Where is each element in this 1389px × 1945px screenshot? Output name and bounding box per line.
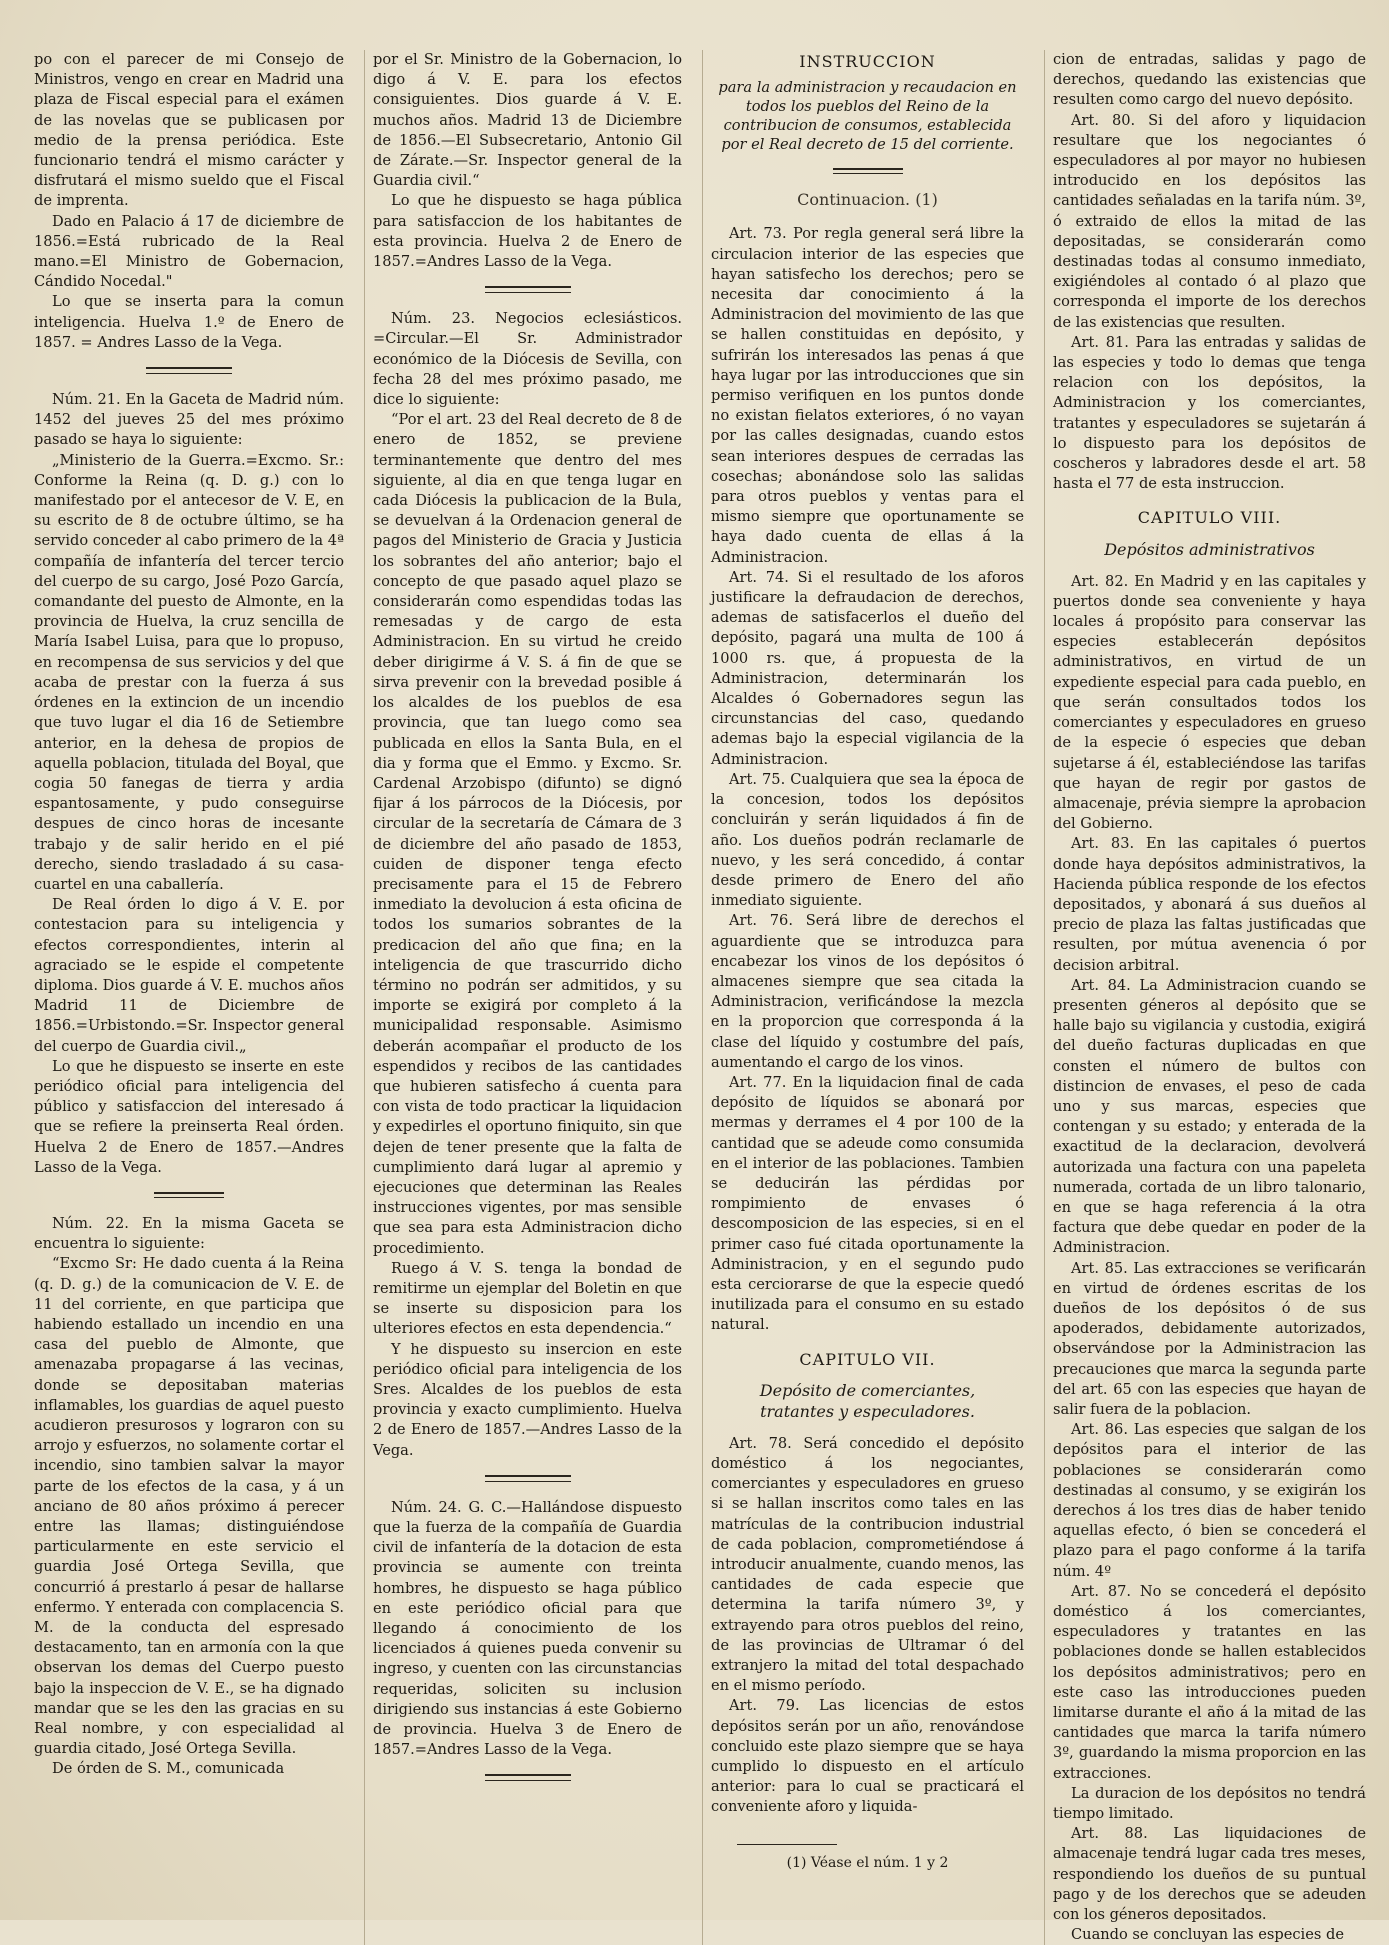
article-88: Art. 88. Las liquidaciones de almacenaje tendrá lugar cada tres meses, respondiendo los dueños de su puntual pago y de los derechos que se adeuden con los géneros depositados. <box>1053 1825 1366 1924</box>
instruction-title: INSTRUCCION <box>799 52 936 71</box>
article-73: Art. 73. Por regla general será libre la circulacion interior de las especies que hayan satisfecho los derechos; pero se necesita dar conocimiento á la Administracion del movimiento de las que se hallen constituidas en depósito, y sufrirán los interesados las penas á que haya lugar por las introducciones que sin permiso verifiquen en los puntos donde no existan fielatos exteriores, ó no vayan por las calles designadas, cuando estos sean interiores despues de cerradas las cosechas; abonándose solo las salidas para otros pueblos y ventas para el mismo siempre que oportunamente se haya dado cuenta de ellas á la Administracion. <box>711 225 1024 566</box>
paragraph: por el Sr. Ministro de la Gobernacion, lo digo á V. E. para los efectos consiguientes. Dios guarde á V. E. muchos años. Madrid 13 de Diciembre de 1856.—El Subsecretario, Antonio Gil de Zárate.—Sr. Inspector general de la Guardia civil.“ <box>373 51 682 190</box>
column-1 <box>26 50 352 1945</box>
article-84: Art. 84. La Administracion cuando se presenten géneros al depósito que se halle bajo su vigilancia y custodia, exigirá del dueño facturas duplicadas en que consten el número de bultos con distincion de envases, el peso de cada uno y sus marcas, especies que contengan y su estado; y enterada de la exactitud de la declaracion, devolverá autorizada una factura con una papeleta numerada, cortada de un libro talonario, en que se haga referencia á la otra factura que debe quedar en poder de la Administracion. <box>1053 976 1366 1257</box>
article-86: Art. 86. Las especies que salgan de los depósitos para el interior de las poblaciones se considerarán como destinadas al consumo, y se exigirán los derechos á los tres dias de haber tenido aquellas efecto, ó bien se concederá el plazo para el pago conforme á la tarifa núm. 4º <box>1053 1421 1366 1580</box>
chapter-8-title: CAPITULO VIII. <box>1137 508 1282 528</box>
columns <box>26 50 1366 1944</box>
section-divider <box>833 168 903 174</box>
notice-22-heading: Núm. 22. En la misma Gaceta se encuentra lo siguiente: <box>34 1214 344 1253</box>
column-4 <box>1044 50 1374 1945</box>
notice-24-heading: Núm. 24. G. C.—Hallándose dispuesto que la fuerza de la compañía de Guardia civil de infantería de la dotacion de esta provincia se aumente con treinta hombres, he dispuesto se haga público en este periódico oficial para que llegando á conocimiento de los licenciados á quienes pueda convenir su ingreso, y cuenten con las circunstancias requeridas, soliciten su inclusion dirigiendo sus instancias á este Gobierno de provincia. Huelva 3 de Enero de 1857.=Andres Lasso de la Vega. <box>373 1498 682 1759</box>
section-divider <box>485 286 571 293</box>
paragraph: Cuando se concluyan las especies de <box>1071 1926 1344 1944</box>
paragraph: Lo que se inserta para la comun inteligencia. Huelva 1.º de Enero de 1857. = Andres Lasso de la Vega. <box>34 293 344 351</box>
paragraph: La duracion de los depósitos no tendrá tiempo limitado. <box>1053 1784 1366 1823</box>
article-82: Art. 82. En Madrid y en las capitales y puertos donde sea conveniente y haya locales á propósito para conservar las especies establecerán depósitos administrativos, en virtud de un expediente especial para cada pueblo, en que serán consultados todos los comerciantes y especuladores en grueso de la especie ó especies que deban sujetarse á él, estableciéndose las tarifas que hayan de regir por gastos de almacenaje, prévia siempre la aprobacion del Gobierno. <box>1053 572 1366 833</box>
footnote-rule <box>737 1844 837 1845</box>
chapter-7-title: CAPITULO VII. <box>799 1349 936 1369</box>
notice-21-heading: Núm. 21. En la Gaceta de Madrid núm. 1452 del jueves 25 del mes próximo pasado se haya lo siguiente: <box>34 391 344 449</box>
article-83: Art. 83. En las capitales ó puertos donde haya depósitos administrativos, la Hacienda pública responde de los efectos depositados, y abonará á sus dueños al precio de plaza las faltas justificadas que resulten, por mútua avenencia ó por decision arbitral. <box>1053 835 1366 974</box>
paragraph: De órden de S. M., comunicada <box>52 1760 285 1778</box>
article-77: Art. 77. En la liquidacion final de cada depósito de líquidos se abonará por mermas y derrames el 4 por 100 de la cantidad que se adeude como consumida en el interior de las poblaciones. Tambien se deducirán las pérdidas por rompimiento de envases ó descomposicion de las especies, si en el primer caso fué citada oportunamente la Administracion, y en el segundo pudo esta cerciorarse de que la especie quedó inutilizada para el consumo en su estado natural. <box>711 1073 1024 1334</box>
paragraph: „Ministerio de la Guerra.=Excmo. Sr.: Conforme la Reina (q. D. g.) con lo manifestado por el antecesor de V. E, en su escrito de 8 de octubre último, se ha servido conceder al cabo primero de la 4ª compañía de infantería del tercer tercio del cuerpo de su cargo, José Pozo García, comandante del puesto de Almonte, en la provincia de Huelva, la cruz sencilla de María Isabel Luisa, para que lo propuso, en recompensa de sus servicios y del que acaba de prestar con la fuerza á sus órdenes en la extincion de un incendio que tuvo lugar el dia 16 de Setiembre anterior, en la dehesa de propios de aquella poblacion, titulada del Boyal, que cogia 50 fanegas de tierra y ardia espantosamente, y pudo conseguirse despues de cinco horas de incesante trabajo y de salir herido en el pié derecho, siendo trasladado á su casa-cuartel en una caballería. <box>34 451 344 893</box>
article-78: Art. 78. Será concedido el depósito doméstico á los negociantes, comerciantes y especuladores en grueso si se hallan inscritos como tales en las matrículas de la contribucion industrial de cada poblacion, comprometiéndose á introducir anualmente, cuando menos, las cantidades de cada especie que determina la tarifa número 3º, y extrayendo para otros pueblos del reino, de las provincias de Ultramar ó del extranjero la mitad del total despachado en el mismo período. <box>711 1434 1024 1695</box>
paragraph: po con el parecer de mi Consejo de Ministros, vengo en crear en Madrid una plaza de Fiscal especial para el exámen de las novelas que se publicasen por medio de la prensa periódica. Este funcionario tendrá el mismo carácter y disfrutará el mismo sueldo que el Fiscal de imprenta. <box>34 51 344 210</box>
column-3 <box>702 50 1032 1945</box>
article-80: Art. 80. Si del aforo y liquidacion resultare que los negociantes ó especuladores al por mayor no hubiesen introducido en los depósitos las cantidades señaladas en la tarifa núm. 3º, ó extraido de ellos la mitad de las depositadas, se considerarán como destinadas todas al consumo inmediato, exigiéndoles al contado ó al plazo que corresponda el importe de los derechos de las existencias que resulten. <box>1053 111 1366 331</box>
paragraph: “Excmo Sr: He dado cuenta á la Reina (q. D. g.) de la comunicacion de V. E. de 11 del corriente, en que participa que habiendo estallado un incendio en una casa del pueblo de Almonte, que amenazaba propagarse á las vecinas, donde se depositaban materias inflamables, los guardias de aquel puesto acudieron presurosos y lograron con su arrojo y esfuerzos, no solamente cortar el incendio, sino tambien salvar la mayor parte de los efectos de la casa, y á un anciano de 80 años próximo á perecer entre las llamas; distinguiéndose particularmente en este servicio el guardia José Ortega Sevilla, que concurrió á prestarlo á pesar de hallarse enfermo. Y enterada con complacencia S. M. de la conducta del espresado destacamento, tan en armonía con la que observan los demas del Cuerpo puesto bajo la inspeccion de V. E., se ha dignado mandar que se les den las gracias en su Real nombre, y con especialidad al guardia citado, José Ortega Sevilla. <box>34 1255 344 1758</box>
paragraph: De Real órden lo digo á V. E. por contestacion para su inteligencia y efectos correspondientes, interin al agraciado se le espide el competente diploma. Dios guarde á V. E. muchos años Madrid 11 de Diciembre de 1856.=Urbistondo.=Sr. Inspector general del cuerpo de Guardia civil.„ <box>34 896 344 1055</box>
article-76: Art. 76. Será libre de derechos el aguardiente que se introduzca para encabezar los vinos de los depósitos ó almacenes siempre que sea citada la Administracion, verificándose la mezcla en la proporcion que corresponda á la clase del líquido y costumbre del país, aumentando el cargo de los vinos. <box>711 912 1024 1071</box>
paragraph: “Por el art. 23 del Real decreto de 8 de enero de 1852, se previene terminantemente que dentro del mes siguiente, al dia en que tenga lugar en cada Diócesis la publicacion de la Bula, se devuelvan á la Ordenacion general de pagos del Ministerio de Gracia y Justicia los sobrantes del año anterior; bajo el concepto de que pasado aquel plazo se considerarán como espendidas todas las remesadas y de cargo de esta Administracion. En su virtud he creido deber dirigirme á V. S. á fin de que se sirva prevenir con la brevedad posible á los alcaldes de los pueblos de esa provincia, que tan luego como sea publicada en ellos la Santa Bula, en el dia y forma que el Emmo. y Excmo. Sr. Cardenal Arzobispo (difunto) se dignó fijar á los párrocos de la Diócesis, por circular de la secretaría de Cámara de 3 de diciembre del año pasado de 1853, cuiden de disponer tenga efecto precisamente para el 15 de Febrero inmediato la devolucion á esta oficina de todos los sumarios sobrantes de la predicacion del año que fina; en la inteligencia de que trascurrido dicho término no podrán ser admitidos, y su importe se exigirá por completo á la municipalidad responsable. Asimismo deberán acompañar el producto de los espendidos y recibos de las cantidades que hubieren satisfecho á cuenta para con vista de todo practicar la liquidacion y expedirles el oportuno finiquito, sin que dejen de tener presente que la falta de cumplimiento dará lugar al apremio y ejecuciones que determinan las Reales instrucciones vigentes, por mas sensible que sea para esta Administracion dicho procedimiento. <box>373 411 682 1257</box>
paragraph: Y he dispuesto su insercion en este periódico oficial para inteligencia de los Sres. Alcaldes de los pueblos de esta provincia y exacto cumplimiento. Huelva 2 de Enero de 1857.—Andres Lasso de la Vega. <box>373 1340 682 1459</box>
chapter-7-subtitle: Depósito de comerciantes, tratantes y especuladores. <box>759 1380 976 1421</box>
notice-23-heading: Núm. 23. Negocios eclesiásticos. =Circular.—El Sr. Administrador económico de la Diócesis de Sevilla, con fecha 28 del mes próximo pasado, me dice lo siguiente: <box>373 310 682 409</box>
instruction-subtitle: para la administracion y recaudacion en todos los pueblos del Reino de la contribucion de consumos, establecida por el Real decreto de 15 del corriente. <box>718 79 1017 154</box>
article-74: Art. 74. Si el resultado de los aforos justificare la defraudacion de derechos, ademas de satisfacerlos el dueño del depósito, pagará una multa de 100 á 1000 rs. que, á propuesta de la Administracion, determinarán los Alcaldes ó Gobernadores segun las circunstancias del caso, quedando ademas bajo la especial vigilancia de la Administracion. <box>711 568 1024 768</box>
paragraph: cion de entradas, salidas y pago de derechos, quedando las existencias que resulten como cargo del nuevo depósito. <box>1053 51 1366 109</box>
article-81: Art. 81. Para las entradas y salidas de las especies y todo lo demas que tenga relacion con los depósitos, la Administracion y los comerciantes, tratantes y especuladores se sujetarán á lo dispuesto para los depósitos de coscheros y labradores desde el art. 58 hasta el 77 de esta instruccion. <box>1053 333 1366 493</box>
section-divider <box>485 1774 571 1781</box>
section-divider <box>154 1192 224 1198</box>
section-divider <box>146 367 232 374</box>
article-75: Art. 75. Cualquiera que sea la época de la concesion, todos los depósitos concluirán y serán liquidados á fin de año. Los dueños podrán reclamarle de nuevo, y les será concedido, á contar desde primero de Enero del año inmediato siguiente. <box>711 770 1024 910</box>
paragraph: Lo que he dispuesto se haga pública para satisfaccion de los habitantes de esta provincia. Huelva 2 de Enero de 1857.=Andres Lasso de la Vega. <box>373 192 682 271</box>
paragraph: Lo que he dispuesto se inserte en este periódico oficial para inteligencia del público y satisfaccion del interesado á que se refiere la preinserta Real órden. Huelva 2 de Enero de 1857.—Andres Lasso de la Vega. <box>34 1057 344 1176</box>
chapter-8-subtitle: Depósitos administrativos <box>1104 539 1315 559</box>
article-79: Art. 79. Las licencias de estos depósitos serán por un año, renovándose concluido este plazo siempre que se haya cumplido lo dispuesto en el artículo anterior: para lo cual se practicará el conveniente aforo y liquida- <box>711 1697 1024 1816</box>
continuation-label: Continuacion. (1) <box>797 190 938 210</box>
footnote: (1) Véase el núm. 1 y 2 <box>786 1854 949 1871</box>
paragraph: Dado en Palacio á 17 de diciembre de 1856.=Está rubricado de la Real mano.=El Ministro de Gobernacion, Cándido Nocedal." <box>34 212 344 291</box>
column-2 <box>364 50 690 1945</box>
article-87: Art. 87. No se concederá el depósito doméstico á los comerciantes, especuladores y tratantes en las poblaciones donde se hallen establecidos los depósitos administrativos; pero en este caso las introducciones pueden limitarse durante el año á la mitad de las cantidades que marca la tarifa número 3º, guardando la misma proporcion en las extracciones. <box>1053 1582 1366 1782</box>
section-divider <box>485 1475 571 1482</box>
paragraph: Ruego á V. S. tenga la bondad de remitirme un ejemplar del Boletin en que se inserte su disposicion para los ulteriores efectos en esta dependencia.“ <box>373 1259 682 1338</box>
article-85: Art. 85. Las extracciones se verificarán en virtud de órdenes escritas de los dueños de los depósitos ó de sus apoderados, debidamente autorizados, observándose por la Administracion las precauciones que marca la segunda parte del art. 65 con las especies que hayan de salir fuera de la poblacion. <box>1053 1259 1366 1418</box>
